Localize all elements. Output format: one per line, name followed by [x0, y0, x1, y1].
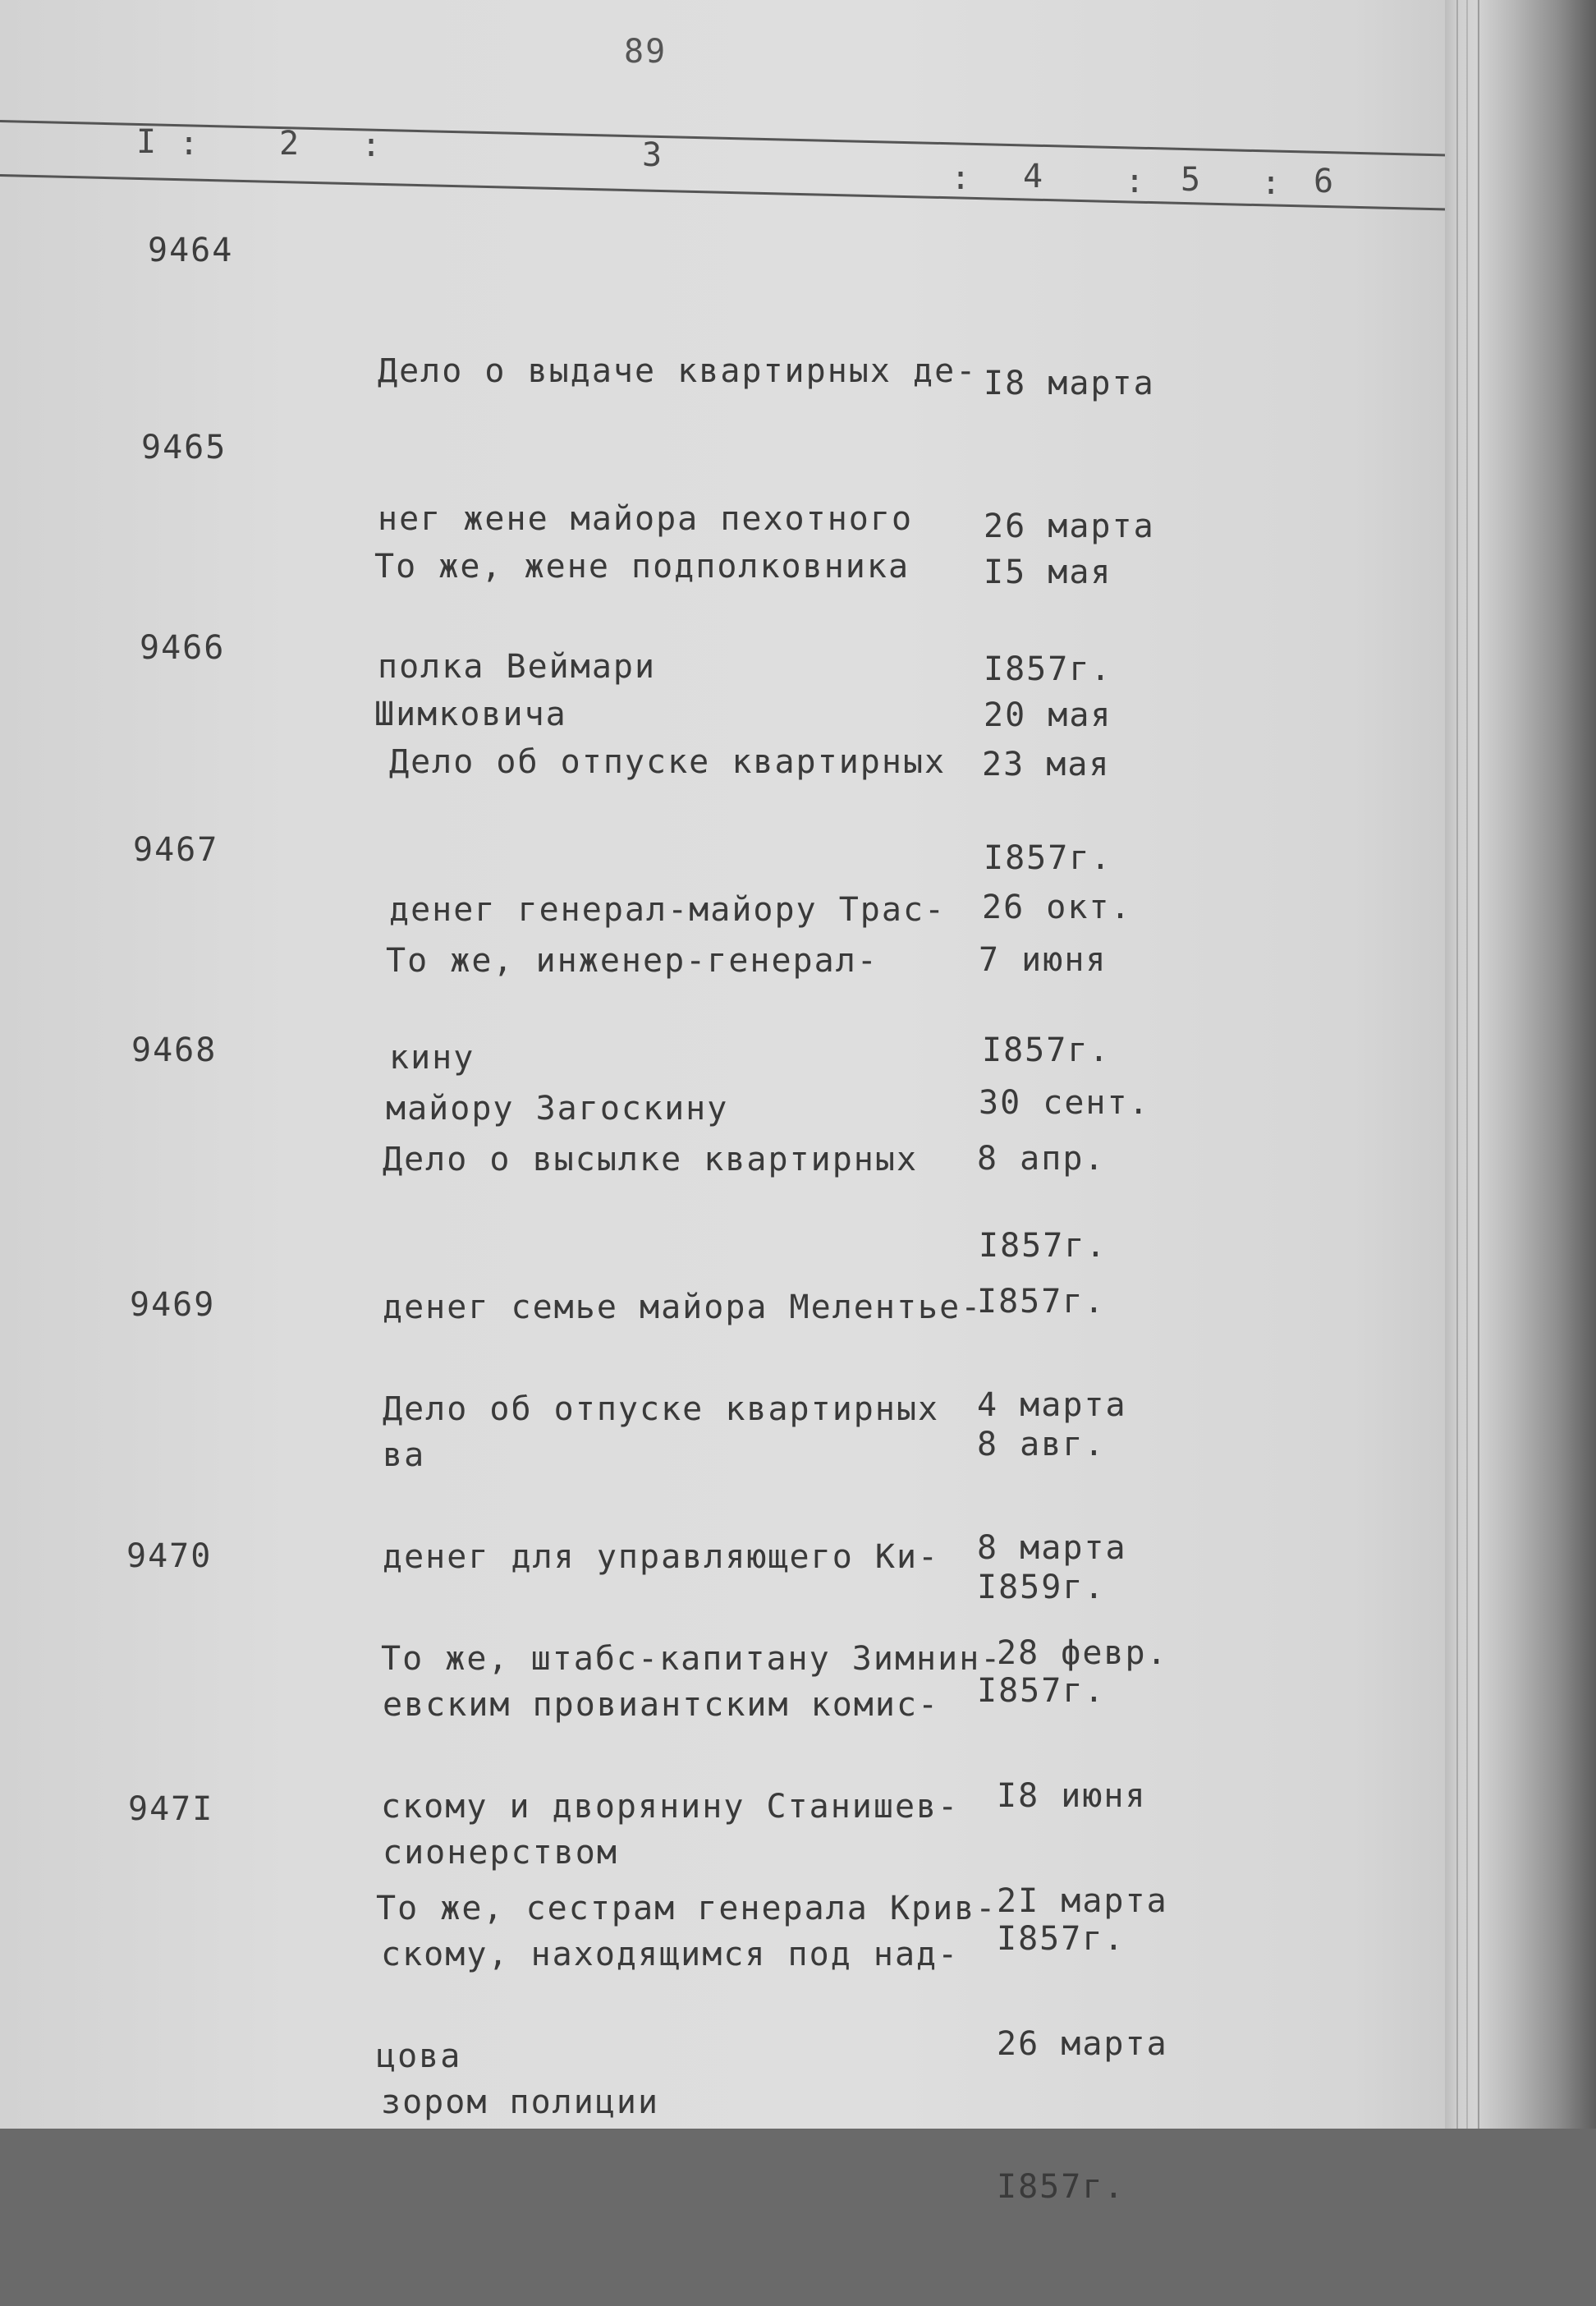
date-line: 7 июня — [979, 941, 1108, 979]
description-line: полка Веймари — [378, 648, 657, 686]
description-line: скому, находящимся под над- — [381, 1936, 960, 1973]
column-header-6: 6 — [1314, 163, 1336, 200]
date-line: 8 авг. — [977, 1426, 1106, 1463]
date-line: 26 марта — [997, 2025, 1168, 2063]
column-header-4: 4 — [1023, 158, 1045, 195]
date-line: 8 апр. — [977, 1140, 1106, 1178]
description-line: Шимковича — [374, 696, 567, 733]
description-line: Дело о высылке квартирных — [383, 1141, 919, 1178]
entry-number: 9464 — [148, 232, 234, 269]
entry-number: 9467 — [133, 831, 219, 869]
description-line: То же, сестрам генерала Крив- — [376, 1890, 998, 1927]
date-line: I857г. — [979, 1227, 1108, 1265]
description-line: майору Загоскину — [386, 1090, 729, 1128]
description-line: денег семье майора Мелентье- — [383, 1289, 983, 1326]
description-line: Дело об отпуске квартирных — [389, 743, 947, 781]
date-line: I859г. — [977, 1569, 1106, 1606]
description-line: кину — [389, 1039, 475, 1077]
description-line: сионерством — [383, 1834, 618, 1872]
date-line: I8 июня — [997, 1777, 1147, 1815]
column-header-2: 2 — [279, 125, 301, 163]
date-line: I857г. — [997, 1920, 1126, 1958]
description-line: нег жене майора пехотного — [378, 500, 914, 538]
description-line: ва — [383, 1436, 426, 1474]
description-line: То же, инженер-генерал- — [386, 942, 878, 980]
date-line: I857г. — [984, 839, 1112, 877]
description-line: Дело о выдаче квартирных де- — [378, 352, 978, 390]
entry-number: 9470 — [126, 1537, 213, 1575]
date-line: 28 февр. — [997, 1634, 1168, 1672]
date-line: 26 окт. — [982, 889, 1132, 926]
date-line: 20 мая — [984, 696, 1112, 734]
date-line: 4 марта — [977, 1386, 1127, 1424]
entry-number: 947I — [128, 1790, 214, 1828]
column-separator: : — [1125, 163, 1147, 200]
column-header-1: I — [136, 123, 158, 161]
description-line: Дело об отпуске квартирных — [383, 1390, 940, 1428]
date-line: 26 марта — [984, 508, 1155, 545]
date-line: 23 мая — [982, 746, 1111, 783]
date-line: I857г. — [982, 1031, 1111, 1069]
page-edge-line — [1456, 0, 1458, 2129]
entry-number: 9465 — [141, 429, 227, 466]
description-line: То же, жене подполковника — [374, 548, 910, 586]
column-separator: : — [179, 125, 201, 163]
description-line: денег генерал-майору Трас- — [389, 891, 947, 929]
date-line: 8 марта — [977, 1529, 1127, 1567]
date-line: I857г. — [977, 1672, 1106, 1710]
date-line: 2I марта — [997, 1882, 1168, 1920]
entry-number: 9468 — [131, 1031, 218, 1069]
entry-number: 9466 — [140, 629, 226, 667]
column-header-3: 3 — [642, 136, 664, 174]
column-separator: : — [1261, 164, 1283, 202]
date-line: I857г. — [977, 1283, 1106, 1321]
description-line: скому и дворянину Станишев- — [381, 1788, 960, 1826]
description-line: евским провиантским комис- — [383, 1686, 940, 1724]
date-line: I857г. — [984, 650, 1112, 688]
header-rule-bottom — [0, 174, 1470, 211]
page-edge-line — [1466, 0, 1468, 2129]
page-edge-line — [1478, 0, 1479, 2129]
description-line: цова — [376, 2037, 462, 2075]
date-line: I857г. — [997, 2168, 1126, 2206]
date-line: I5 мая — [984, 554, 1112, 591]
entry-number: 9469 — [130, 1286, 216, 1324]
page-number: 89 — [624, 33, 667, 71]
entry-description — [376, 1785, 997, 2180]
entry-dates — [997, 1782, 1168, 2306]
description-line: зором полиции — [381, 2083, 660, 2121]
date-line: I8 марта — [984, 365, 1155, 402]
description-line: То же, штабс-капитану Зимнин- — [381, 1640, 1002, 1678]
header-rule-top — [0, 120, 1470, 157]
column-header-5: 5 — [1181, 161, 1203, 199]
description-line: денег для управляющего Ки- — [383, 1538, 940, 1576]
column-separator: : — [951, 159, 973, 197]
date-line: 30 сент. — [979, 1084, 1150, 1122]
binder-page-edges — [1445, 0, 1596, 2129]
column-separator: : — [361, 126, 383, 164]
